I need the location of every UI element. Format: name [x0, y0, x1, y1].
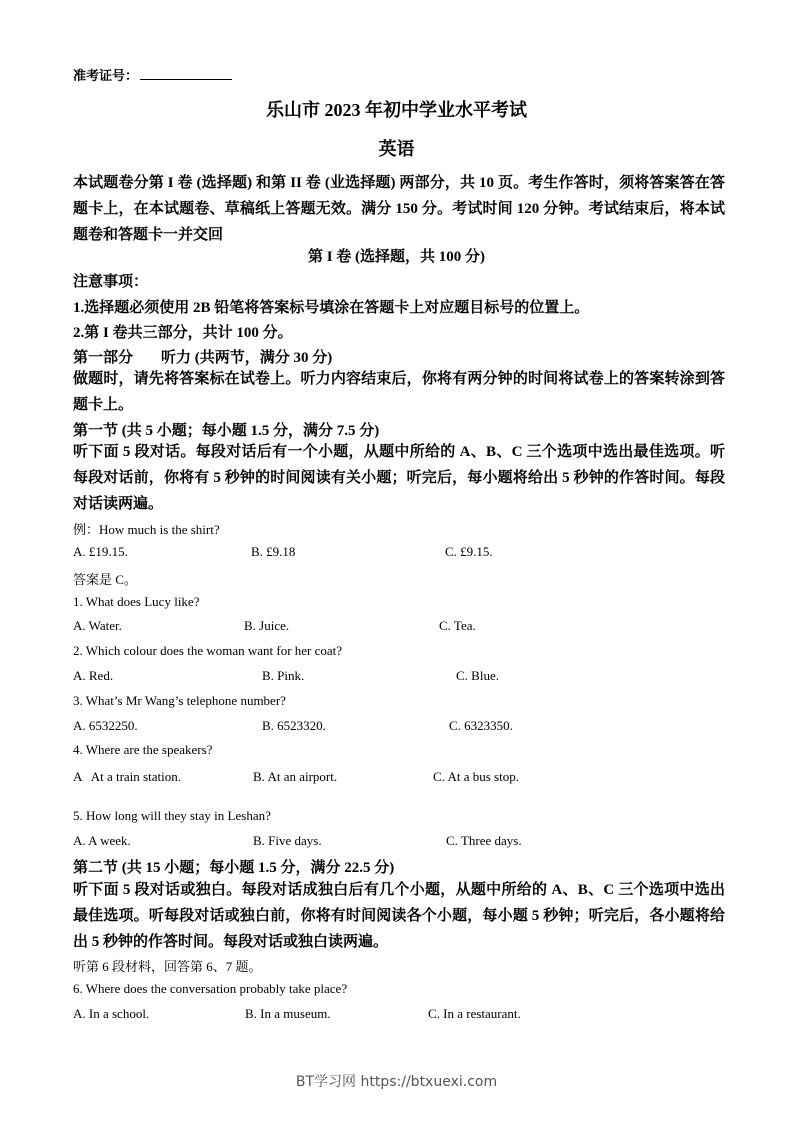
- q3-option-c: C. 6323350.: [449, 718, 513, 733]
- notes-item-2: 2.第 I 卷共三部分，共计 100 分。: [73, 325, 293, 341]
- q4-option-b: B. At an airport.: [253, 769, 338, 784]
- q6-option-a: A. In a school.: [73, 1006, 150, 1021]
- q5-option-c: C. Three days.: [446, 833, 522, 848]
- question-1: 1. What does Lucy like?: [73, 594, 200, 609]
- question-3: 3. What’s Mr Wang’s telephone number?: [73, 693, 286, 708]
- example-question: 例：How much is the shirt?: [73, 522, 220, 537]
- q1-option-c: C. Tea.: [439, 618, 476, 633]
- question-4: 4. Where are the speakers?: [73, 742, 213, 757]
- example-answer: 答案是 C。: [73, 572, 137, 587]
- section2-title: 第二节 (共 15 小题；每小题 1.5 分，满分 22.5 分): [73, 860, 395, 876]
- section2-instruction: 听下面 5 段对话或独白。每段对话成独白后有几个小题，从题中所给的 A、B、C 三个选项中选出最佳选项。听每段对话或独白前，你将有时间阅读各个小题，每小题 5 秒钟；听完后，各小题将给出 5 秒钟的作答时间。每段对话或独白读两遍。: [73, 882, 725, 950]
- q3-option-b: B. 6523320.: [262, 718, 326, 733]
- q4-option-c: C. At a bus stop.: [433, 769, 519, 784]
- example-option-c: C. £9.15.: [445, 544, 493, 559]
- material-note: 听第 6 段材料，回答第 6、7 题。: [73, 959, 262, 974]
- exam-id-label: 准考证号：: [73, 68, 139, 83]
- example-option-b: B. £9.18: [251, 544, 296, 559]
- q2-option-a: A. Red.: [73, 668, 114, 683]
- section1-instruction: 听下面 5 段对话。每段对话后有一个小题，从题中所给的 A、B、C 三个选项中选出最佳选项。听每段对话前，你将有 5 秒钟的时间阅读有关小题；听完后，每小题将给出 5 秒钟的作答时间。每段对话读两遍。: [73, 444, 725, 512]
- q2-option-b: B. Pink.: [262, 668, 305, 683]
- q6-option-b: B. In a museum.: [245, 1006, 331, 1021]
- question-5: 5. How long will they stay in Leshan?: [73, 808, 271, 823]
- part1-label: 第一部分: [73, 350, 134, 366]
- q3-option-a: A. 6532250.: [73, 718, 138, 733]
- notes-heading: 注意事项：: [73, 274, 149, 290]
- exam-id-field: [73, 65, 232, 84]
- exam-id-blank: [140, 67, 232, 80]
- q5-option-a: A. A week.: [73, 833, 131, 848]
- section1-title: 第一节 (共 5 小题；每小题 1.5 分，满分 7.5 分): [73, 423, 380, 439]
- part1-heading: [73, 346, 332, 367]
- q4-option-a: A At a train station.: [73, 769, 181, 784]
- footer-watermark[interactable]: BT学习网 https://btxuexi.com: [295, 1074, 498, 1090]
- exam-title: 乐山市 2023 年初中学业水平考试: [266, 100, 527, 120]
- volume-title: 第 I 卷 (选择题，共 100 分): [307, 249, 486, 265]
- q2-option-c: C. Blue.: [456, 668, 499, 683]
- q6-option-c: C. In a restaurant.: [428, 1006, 521, 1021]
- q1-option-b: B. Juice.: [244, 618, 290, 633]
- q5-option-b: B. Five days.: [253, 833, 322, 848]
- subject-title: 英语: [378, 139, 415, 159]
- example-option-a: A. £19.15.: [73, 544, 128, 559]
- intro-paragraph: 本试题卷分第 I 卷 (选择题) 和第 II 卷 (业选择题) 两部分，共 10 页。考生作答时，须将答案答在答题卡上，在本试题卷、草稿纸上答题无效。满分 150 分。考试时间 120 分钟。考试结束后，将本试题卷和答题卡一并交回: [73, 175, 725, 243]
- notes-item-1: 1.选择题必须使用 2B 铅笔将答案标号填涂在答题卡上对应题目标号的位置上。: [73, 300, 590, 316]
- part1-instruction: 做题时，请先将答案标在试卷上。听力内容结束后，你将有两分钟的时间将试卷上的答案转涂到答题卡上。: [73, 371, 725, 413]
- q1-option-a: A. Water.: [73, 618, 122, 633]
- question-6: 6. Where does the conversation probably take place?: [73, 981, 348, 996]
- question-2: 2. Which colour does the woman want for her coat?: [73, 643, 343, 658]
- part1-title: 听力 (共两节，满分 30 分): [161, 350, 333, 366]
